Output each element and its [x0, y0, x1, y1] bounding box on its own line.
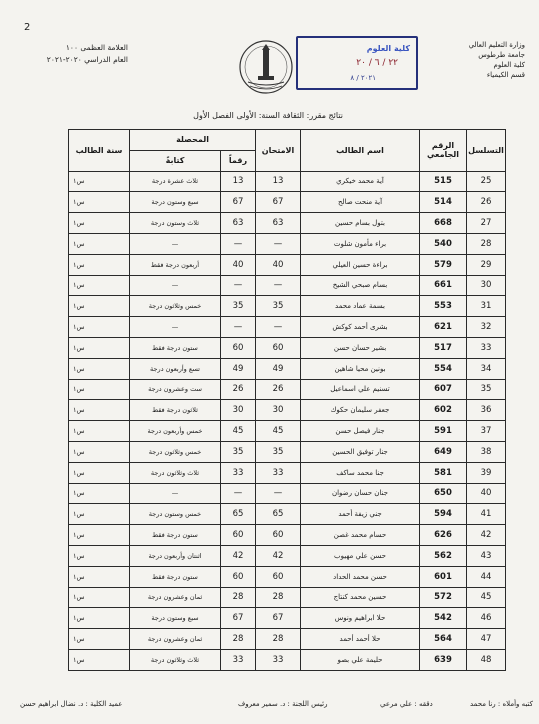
- cell-name: حسن علي مهيوب: [301, 545, 420, 566]
- cell-id: 661: [420, 275, 467, 296]
- faculty-stamp: [296, 36, 418, 90]
- university-logo-icon: [238, 36, 294, 98]
- cell-word: سبع وستون درجة: [130, 608, 221, 629]
- cell-exam: 60: [256, 525, 301, 546]
- table-row: [69, 587, 506, 608]
- cell-word: ثمان وعشرون درجة: [130, 629, 221, 650]
- cell-num: 28: [221, 629, 256, 650]
- cell-seq: 37: [467, 421, 506, 442]
- cell-exam: 65: [256, 504, 301, 525]
- cell-word: خمس وأربعون درجة: [130, 421, 221, 442]
- table-row: [69, 358, 506, 379]
- table-row: [69, 483, 506, 504]
- table-row: [69, 254, 506, 275]
- table-row: [69, 629, 506, 650]
- department: قسم الكيمياء: [486, 71, 525, 79]
- cell-word: سبع وستون درجة: [130, 192, 221, 213]
- cell-num: —: [221, 483, 256, 504]
- cell-seq: 32: [467, 317, 506, 338]
- cell-exam: 42: [256, 545, 301, 566]
- header-seq: التسلسل: [467, 130, 506, 172]
- cell-id: 626: [420, 525, 467, 546]
- table-row: [69, 171, 506, 192]
- cell-name: جنان حسان رضوان: [301, 483, 420, 504]
- cell-id: 602: [420, 400, 467, 421]
- cell-word: خمس وستون درجة: [130, 504, 221, 525]
- header-total: المحصلة: [130, 130, 256, 151]
- cell-name: بسمة عماد محمد: [301, 296, 420, 317]
- cell-exam: 35: [256, 296, 301, 317]
- cell-year: س١: [69, 649, 130, 670]
- table-header-row: [69, 130, 506, 151]
- cell-name: براء مأمون شلوت: [301, 233, 420, 254]
- cell-exam: 67: [256, 192, 301, 213]
- cell-word: ثلاث وثلاثون درجة: [130, 649, 221, 670]
- cell-year: س١: [69, 358, 130, 379]
- cell-exam: 49: [256, 358, 301, 379]
- cell-name: جني زيفة أحمد: [301, 504, 420, 525]
- cell-id: 581: [420, 462, 467, 483]
- table-row: [69, 441, 506, 462]
- cell-exam: 30: [256, 400, 301, 421]
- table-row: [69, 462, 506, 483]
- cell-name: حسن محمد الحداد: [301, 566, 420, 587]
- cell-year: س١: [69, 171, 130, 192]
- cell-id: 517: [420, 337, 467, 358]
- cell-year: س١: [69, 421, 130, 442]
- cell-num: 28: [221, 587, 256, 608]
- cell-name: براءة حسين العيلي: [301, 254, 420, 275]
- cell-name: حسين محمد كنتاج: [301, 587, 420, 608]
- table-row: [69, 400, 506, 421]
- cell-word: ستون درجة فقط: [130, 525, 221, 546]
- table-row: [69, 275, 506, 296]
- cell-num: 30: [221, 400, 256, 421]
- cell-num: 63: [221, 213, 256, 234]
- cell-seq: 42: [467, 525, 506, 546]
- table-row: [69, 296, 506, 317]
- cell-num: 26: [221, 379, 256, 400]
- cell-seq: 28: [467, 233, 506, 254]
- cell-id: 514: [420, 192, 467, 213]
- cell-num: 67: [221, 192, 256, 213]
- cell-year: س١: [69, 275, 130, 296]
- cell-exam: 40: [256, 254, 301, 275]
- cell-id: 650: [420, 483, 467, 504]
- ministry: وزارة التعليم العالي: [468, 41, 525, 49]
- cell-num: 33: [221, 462, 256, 483]
- cell-name: تسنيم علي اسماعيل: [301, 379, 420, 400]
- cell-word: —: [130, 233, 221, 254]
- cell-word: —: [130, 483, 221, 504]
- cell-exam: —: [256, 233, 301, 254]
- header-right: [469, 40, 525, 80]
- cell-name: بسام صبحي الشيخ: [301, 275, 420, 296]
- cell-year: س١: [69, 545, 130, 566]
- cell-seq: 47: [467, 629, 506, 650]
- cell-seq: 38: [467, 441, 506, 462]
- stamp-line-1: كلية العلوم: [366, 44, 410, 53]
- cell-num: 33: [221, 649, 256, 670]
- stamp-line-2: ٢٢ / ٦ / ٢٠: [356, 58, 398, 68]
- cell-word: خمس وثلاثون درجة: [130, 441, 221, 462]
- cell-year: س١: [69, 254, 130, 275]
- cell-word: ثلاثون درجة فقط: [130, 400, 221, 421]
- cell-year: س١: [69, 587, 130, 608]
- cell-word: ستون درجة فقط: [130, 337, 221, 358]
- header-total-num: رقماً: [221, 150, 256, 171]
- cell-num: 13: [221, 171, 256, 192]
- cell-name: جنا محمد ساكف: [301, 462, 420, 483]
- cell-num: —: [221, 233, 256, 254]
- cell-seq: 31: [467, 296, 506, 317]
- course-info: نتائج مقرر: الثقافة السنة: الأولى الفصل الأول: [193, 111, 343, 120]
- cell-seq: 46: [467, 608, 506, 629]
- cell-name: بونين محيا شاهين: [301, 358, 420, 379]
- cell-id: 554: [420, 358, 467, 379]
- cell-seq: 44: [467, 566, 506, 587]
- cell-id: 562: [420, 545, 467, 566]
- cell-word: —: [130, 317, 221, 338]
- cell-id: 621: [420, 317, 467, 338]
- cell-year: س١: [69, 213, 130, 234]
- cell-exam: 67: [256, 608, 301, 629]
- footer-checker: دققه : علي مرعي: [380, 700, 433, 708]
- cell-word: ثلاث وستون درجة: [130, 213, 221, 234]
- table-row: [69, 545, 506, 566]
- cell-year: س١: [69, 483, 130, 504]
- cell-name: حلا ابراهيم ونوس: [301, 608, 420, 629]
- cell-word: خمس وثلاثون درجة: [130, 296, 221, 317]
- cell-id: 553: [420, 296, 467, 317]
- cell-name: بتول بسام حسين: [301, 213, 420, 234]
- cell-exam: 28: [256, 587, 301, 608]
- table-row: [69, 192, 506, 213]
- cell-year: س١: [69, 629, 130, 650]
- cell-id: 591: [420, 421, 467, 442]
- header-exam: الامتحان: [256, 130, 301, 172]
- cell-exam: 13: [256, 171, 301, 192]
- cell-num: 42: [221, 545, 256, 566]
- cell-num: 49: [221, 358, 256, 379]
- cell-name: آية محمد خيكري: [301, 171, 420, 192]
- cell-seq: 30: [467, 275, 506, 296]
- academic-year: العام الدراسي ٢٠٢٠-٢٠٢١: [46, 55, 128, 64]
- table-body: [69, 171, 506, 670]
- table-row: [69, 608, 506, 629]
- cell-word: ست وعشرون درجة: [130, 379, 221, 400]
- cell-num: 65: [221, 504, 256, 525]
- cell-seq: 48: [467, 649, 506, 670]
- cell-exam: —: [256, 275, 301, 296]
- cell-name: جنار توفيق الحسين: [301, 441, 420, 462]
- cell-id: 601: [420, 566, 467, 587]
- footer-committee: رئيس اللجنة : د. سمير معروف: [238, 700, 328, 708]
- cell-word: أربعون درجة فقط: [130, 254, 221, 275]
- cell-id: 594: [420, 504, 467, 525]
- cell-num: 35: [221, 296, 256, 317]
- cell-year: س١: [69, 525, 130, 546]
- cell-year: س١: [69, 192, 130, 213]
- cell-word: —: [130, 275, 221, 296]
- cell-num: —: [221, 275, 256, 296]
- cell-year: س١: [69, 441, 130, 462]
- cell-word: ثلاث وثلاثون درجة: [130, 462, 221, 483]
- cell-id: 572: [420, 587, 467, 608]
- cell-seq: 39: [467, 462, 506, 483]
- cell-id: 639: [420, 649, 467, 670]
- cell-word: ثلاث عشرة درجة: [130, 171, 221, 192]
- cell-year: س١: [69, 379, 130, 400]
- cell-name: حلا أحمد أحمد: [301, 629, 420, 650]
- cell-exam: 45: [256, 421, 301, 442]
- table-row: [69, 504, 506, 525]
- table-row: [69, 649, 506, 670]
- cell-exam: 60: [256, 566, 301, 587]
- cell-exam: 33: [256, 462, 301, 483]
- cell-num: 35: [221, 441, 256, 462]
- cell-id: 649: [420, 441, 467, 462]
- cell-num: 60: [221, 337, 256, 358]
- table-row: [69, 213, 506, 234]
- cell-seq: 40: [467, 483, 506, 504]
- header-id: الرقم الجامعي: [420, 130, 467, 172]
- university: جامعة طرطوس: [478, 51, 525, 59]
- cell-exam: 35: [256, 441, 301, 462]
- cell-exam: —: [256, 483, 301, 504]
- cell-name: جنار فيصل حسن: [301, 421, 420, 442]
- cell-num: 40: [221, 254, 256, 275]
- cell-id: 668: [420, 213, 467, 234]
- table-row: [69, 379, 506, 400]
- cell-id: 579: [420, 254, 467, 275]
- cell-name: آية منحت صالح: [301, 192, 420, 213]
- cell-id: 564: [420, 629, 467, 650]
- results-table: [68, 129, 506, 671]
- cell-year: س١: [69, 462, 130, 483]
- page-number: 2: [24, 22, 31, 33]
- cell-exam: 60: [256, 337, 301, 358]
- cell-num: 67: [221, 608, 256, 629]
- cell-seq: 43: [467, 545, 506, 566]
- cell-name: حليمة علي بصو: [301, 649, 420, 670]
- cell-num: —: [221, 317, 256, 338]
- max-grade: العلامة العظمى ١٠٠: [65, 43, 128, 52]
- cell-exam: 26: [256, 379, 301, 400]
- cell-seq: 27: [467, 213, 506, 234]
- cell-exam: 63: [256, 213, 301, 234]
- footer-writer: كتبه وأملاه : رنا محمد: [470, 700, 533, 708]
- cell-name: حسام محمد غصن: [301, 525, 420, 546]
- table-row: [69, 317, 506, 338]
- header-left: [36, 42, 128, 66]
- cell-name: بشير حسان حسن: [301, 337, 420, 358]
- header-total-word: كتابةً: [130, 150, 221, 171]
- cell-word: ستون درجة فقط: [130, 566, 221, 587]
- table-row: [69, 337, 506, 358]
- table-row: [69, 525, 506, 546]
- cell-num: 45: [221, 421, 256, 442]
- cell-year: س١: [69, 233, 130, 254]
- cell-id: 542: [420, 608, 467, 629]
- cell-year: س١: [69, 317, 130, 338]
- cell-year: س١: [69, 337, 130, 358]
- cell-seq: 26: [467, 192, 506, 213]
- cell-name: جعفر سليمان حكوك: [301, 400, 420, 421]
- cell-id: 515: [420, 171, 467, 192]
- footer-dean: عميد الكلية : د. نضال ابراهيم حسن: [20, 700, 123, 708]
- cell-name: بشرى أحمد كوكش: [301, 317, 420, 338]
- header-name: اسم الطالب: [301, 130, 420, 172]
- cell-exam: 33: [256, 649, 301, 670]
- header-year: سنة الطالب: [69, 130, 130, 172]
- cell-year: س١: [69, 296, 130, 317]
- table-row: [69, 233, 506, 254]
- cell-seq: 35: [467, 379, 506, 400]
- table-row: [69, 566, 506, 587]
- cell-year: س١: [69, 608, 130, 629]
- cell-seq: 34: [467, 358, 506, 379]
- cell-seq: 41: [467, 504, 506, 525]
- cell-word: اثنتان وأربعون درجة: [130, 545, 221, 566]
- cell-seq: 36: [467, 400, 506, 421]
- cell-word: تسع وأربعون درجة: [130, 358, 221, 379]
- cell-seq: 25: [467, 171, 506, 192]
- table-row: [69, 421, 506, 442]
- cell-year: س١: [69, 504, 130, 525]
- cell-id: 540: [420, 233, 467, 254]
- cell-num: 60: [221, 566, 256, 587]
- cell-exam: —: [256, 317, 301, 338]
- cell-year: س١: [69, 566, 130, 587]
- cell-seq: 45: [467, 587, 506, 608]
- stamp-line-3: ٢٠٢١ / ٨: [350, 74, 376, 82]
- cell-seq: 33: [467, 337, 506, 358]
- faculty: كلية العلوم: [493, 61, 525, 69]
- cell-word: ثمان وعشرون درجة: [130, 587, 221, 608]
- cell-num: 60: [221, 525, 256, 546]
- cell-exam: 28: [256, 629, 301, 650]
- cell-year: س١: [69, 400, 130, 421]
- cell-id: 607: [420, 379, 467, 400]
- cell-seq: 29: [467, 254, 506, 275]
